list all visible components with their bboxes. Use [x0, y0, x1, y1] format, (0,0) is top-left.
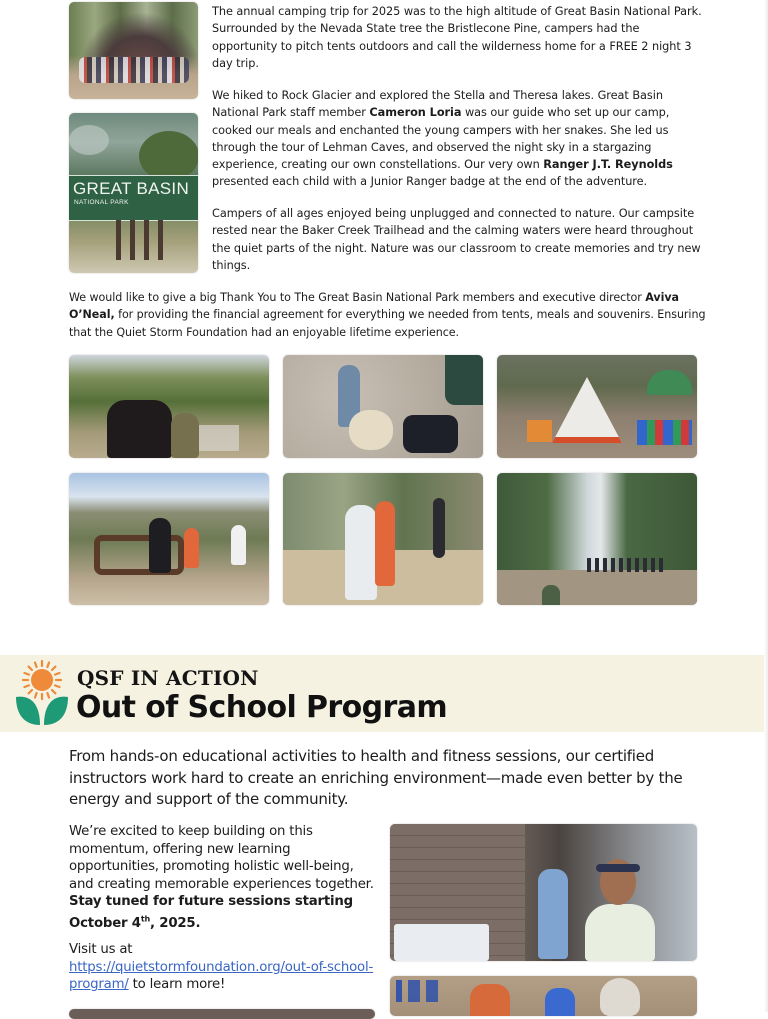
overlook-photo: [69, 473, 269, 605]
program-body-text: We’re excited to keep building on this momentum, offering new learning opportunities, promoting holistic well-being, and creating memorable experiences together.: [69, 824, 374, 892]
visit-paragraph: [69, 941, 381, 994]
page-edge: [764, 0, 768, 1012]
section-kicker: QSF IN ACTION: [77, 666, 259, 690]
section-title: Out of School Program: [76, 690, 448, 725]
sun-icon: [23, 661, 61, 699]
group-hike-photo: [69, 2, 198, 99]
tents-campsite-photo: [497, 355, 697, 458]
ranger-name: Ranger J.T. Reynolds: [543, 158, 673, 172]
camping-paragraph-2-part-3: presented each child with a Junior Ranger badge at the end of the adventure.: [212, 175, 648, 189]
program-intro: [69, 746, 709, 811]
date-superscript: th: [140, 914, 150, 924]
gym-activity-photo: [390, 976, 697, 1016]
forest-trail-photo: [497, 473, 697, 605]
thank-you-part-1: We would like to give a big Thank You to The Great Basin National Park members and executive director: [69, 291, 646, 304]
sign-title: GREAT BASIN: [73, 179, 190, 198]
family-on-bench-photo: [69, 355, 269, 458]
trail-group-photo: [283, 473, 483, 605]
guide-name: Cameron Loria: [369, 106, 462, 120]
thank-you-paragraph: [69, 289, 709, 341]
camping-paragraph-3-text: Campers of all ages enjoyed being unplugged and connected to nature. Our campsite rested near the Baker Creek Trailhead and the calming waters were heard throughout the quiet parts of the night. Nature was our classroom to create memories and try new things.: [212, 207, 701, 272]
camping-paragraph-2: [212, 87, 704, 191]
camping-paragraph-2-part-1: We hiked to Rock Glacier and explored the Stella and Theresa lakes. Great Basin National Park staff member: [212, 89, 663, 120]
camping-paragraph-1-text: The annual camping trip for 2025 was to the high altitude of Great Basin National Park. Surrounded by the Nevada State tree the Bristlecone Pine, campers had the opportunity to pitch tents outdoors and call the wilderness home for a FREE 2 night 3 day trip.: [212, 5, 702, 70]
thank-you-part-2: for providing the financial agreement for everything we needed from tents, meals and souvenirs. Ensuring that the Quiet Storm Foundation had an enjoyable lifetime experience.: [69, 308, 706, 339]
leaves-icon: [16, 697, 68, 725]
program-date-announcement: [69, 894, 353, 931]
visit-prefix: Visit us at: [69, 942, 133, 957]
date-announcement-part-1: Stay tuned for future sessions starting October 4: [69, 894, 353, 932]
child-on-rock-photo: [283, 355, 483, 458]
camping-paragraph-3: [212, 205, 704, 274]
date-announcement-part-2: , 2025.: [149, 916, 201, 932]
program-body: [69, 823, 381, 933]
sun-flower-logo-icon: [14, 658, 70, 726]
camping-paragraph-1: [212, 3, 704, 72]
sign-subtitle: NATIONAL PARK: [74, 199, 129, 206]
visit-suffix: to learn more!: [128, 977, 226, 993]
program-intro-text: From hands-on educational activities to health and fitness sessions, our certified instructors work hard to create an enriching environment—made even better by the energy and support of the community.: [69, 747, 683, 808]
great-basin-sign-photo: [69, 113, 198, 273]
student-smiling-photo: [390, 824, 697, 961]
park-sign: [69, 175, 198, 221]
director-name: Aviva O’Neal,: [69, 291, 679, 322]
program-link[interactable]: https://quietstormfoundation.org/out-of-school-program/: [69, 959, 374, 993]
bottom-left-photo: [69, 1009, 375, 1019]
camping-paragraph-2-part-2: was our guide who set up our camp, cooked our meals and enchanted the young campers with her snakes. She led us through the tour of Lehman Caves, and observed the night sky in a stargazing experience, creating our own constellations. Our very own: [212, 106, 670, 172]
